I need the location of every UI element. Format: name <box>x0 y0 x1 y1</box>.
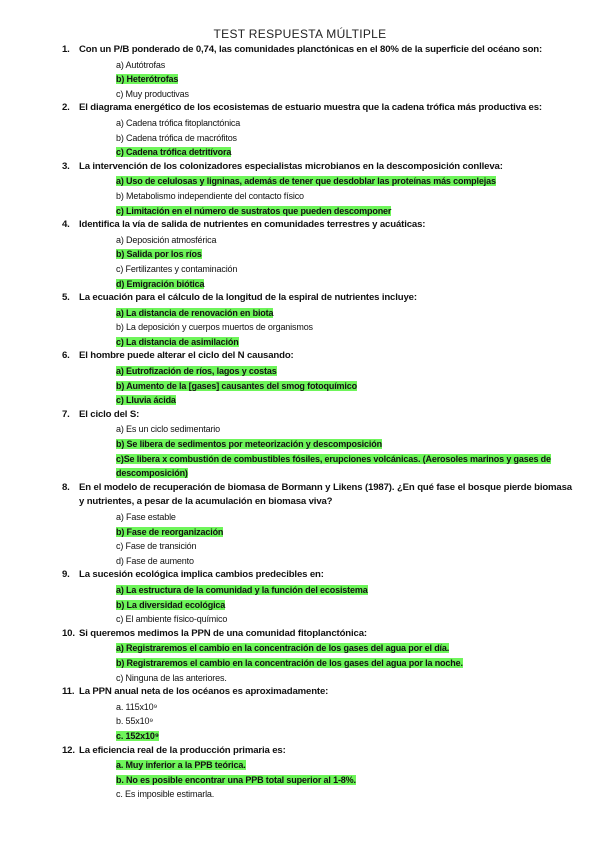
correct-option <box>116 379 572 394</box>
question-header <box>62 568 572 583</box>
option-label: a) Uso de celulosas y ligninas, además de tener que desdoblar las proteínas más complejas <box>116 176 496 187</box>
question-text: La ecuación para el cálculo de la longitud de la espiral de nutrientes incluye: <box>79 292 417 304</box>
option-label: c. 152x10⁹ <box>116 730 159 741</box>
question-text: Identifica la vía de salida de nutrientes en comunidades terrestres y acuáticas: <box>79 219 426 231</box>
option-label: c) Fase de transición <box>116 541 197 552</box>
option <box>116 233 572 248</box>
question-text: El hombre puede alterar el ciclo del N causando: <box>79 350 294 362</box>
correct-option <box>116 583 572 598</box>
question-header <box>62 481 572 510</box>
option-list <box>116 306 572 350</box>
option <box>116 189 572 204</box>
question-header <box>62 160 572 175</box>
option-label: b) Metabolismo independiente del contacto físico <box>116 190 304 201</box>
option-label: c) Limitación en el número de sustratos que pueden descomponer <box>116 205 392 216</box>
question-number: 7. <box>62 408 70 420</box>
option-label: b) Registraremos el cambio en la concentración de los gases del agua por la noche. <box>116 657 463 668</box>
option-label: a) Deposición atmosférica <box>116 234 217 245</box>
option-label: a) Fase estable <box>116 512 176 522</box>
question-10 <box>62 627 572 685</box>
option-list <box>116 758 572 802</box>
option-list <box>116 58 572 102</box>
question-header <box>62 101 572 116</box>
correct-option <box>116 729 572 744</box>
question-header <box>62 685 572 700</box>
question-number: 12. <box>62 744 75 756</box>
question-text: Con un P/B ponderado de 0,74, las comunidades planctónicas en el 80% de la superficie del océano son: <box>79 44 543 55</box>
option-label: b) Se libera de sedimentos por meteorización y descomposición <box>116 439 382 450</box>
question-header <box>62 744 572 759</box>
correct-option <box>116 247 572 262</box>
option-label: a. Muy inferior a la PPB teórica. <box>116 760 246 771</box>
question-text: Si queremos medimos la PPN de una comunidad fitoplanctónica: <box>79 627 367 639</box>
option <box>116 320 572 335</box>
correct-option <box>116 72 572 87</box>
option-list <box>116 700 572 744</box>
correct-option <box>116 174 572 189</box>
question-7 <box>62 408 572 481</box>
question-header <box>62 408 572 423</box>
option <box>116 131 572 146</box>
question-4 <box>62 218 572 291</box>
option-list <box>116 116 572 160</box>
option-label: a) La estructura de la comunidad y la función del ecosistema <box>116 584 368 595</box>
option-label: c) La distancia de asimilación <box>116 336 239 347</box>
option <box>116 87 572 102</box>
option-label: a) Autótrofas <box>116 59 166 70</box>
question-number: 4. <box>62 219 70 231</box>
option-list <box>116 174 572 218</box>
question-9 <box>62 568 572 626</box>
option-label: c) El ambiente físico-químico <box>116 614 228 625</box>
question-header <box>62 218 572 233</box>
question-text: El diagrama energético de los ecosistemas de estuario muestra que la cadena trófica más productiva es: <box>79 102 542 114</box>
option-label: b) Heterótrofas <box>116 74 179 85</box>
option-label: d) Emigración biótica <box>116 278 205 289</box>
option-label: b) La diversidad ecológica <box>116 599 226 610</box>
correct-option <box>116 335 572 350</box>
correct-option <box>116 773 572 788</box>
option-label: c)Se libera x combustión de combustibles fósiles, erupciones volcánicas. (Aerosoles marinos y gases de descomposición) <box>116 453 551 479</box>
option-label: b) Fase de reorganización <box>116 526 224 537</box>
option-label: a) Registraremos el cambio en la concentración de los gases del agua por el día. <box>116 643 450 654</box>
option <box>116 671 572 686</box>
option-label: b) La deposición y cuerpos muertos de organismos <box>116 322 313 333</box>
correct-option <box>116 758 572 773</box>
option-label: a) Es un ciclo sedimentario <box>116 424 220 435</box>
option-label: a) Eutrofización de ríos, lagos y costas <box>116 366 277 377</box>
question-number: 11. <box>62 686 75 698</box>
correct-option <box>116 277 572 292</box>
question-header <box>62 627 572 642</box>
option-label: c. Es imposible estimarla. <box>116 789 215 800</box>
option <box>116 262 572 277</box>
correct-option <box>116 656 572 671</box>
page-title: TEST RESPUESTA MÚLTIPLE <box>213 27 387 41</box>
question-text: La PPN anual neta de los océanos es aproximadamente: <box>79 686 329 698</box>
question-number: 3. <box>62 160 70 172</box>
question-8 <box>62 481 572 569</box>
correct-option <box>116 306 572 321</box>
option <box>116 58 572 73</box>
question-6 <box>62 349 572 407</box>
question-number: 6. <box>62 350 70 362</box>
option-label: c) Muy productivas <box>116 88 189 99</box>
correct-option <box>116 145 572 160</box>
question-12 <box>62 744 572 802</box>
question-3 <box>62 160 572 218</box>
option-label: c) Cadena trófica detritívora <box>116 147 232 158</box>
correct-option <box>116 393 572 408</box>
option-label: a) Cadena trófica fitoplanctónica <box>116 117 241 128</box>
correct-option <box>116 598 572 613</box>
correct-option <box>116 364 572 379</box>
question-text: La sucesión ecológica implica cambios predecibles en: <box>79 569 324 581</box>
question-11 <box>62 685 572 743</box>
question-number: 1. <box>62 44 70 55</box>
option-label: a) La distancia de renovación en biota <box>116 307 274 318</box>
option <box>116 554 572 569</box>
correct-option <box>116 204 572 219</box>
option-label: c) Ninguna de las anteriores. <box>116 672 227 683</box>
question-text: La intervención de los colonizadores especialistas microbianos en la descomposición conlleva: <box>79 160 503 172</box>
option-label: b) Aumento de la [gases] causantes del smog fotoquímico <box>116 380 357 391</box>
option-label: d) Fase de aumento <box>116 555 194 566</box>
option-list <box>116 422 572 480</box>
option-list <box>116 364 572 408</box>
correct-option <box>116 641 572 656</box>
option <box>116 700 572 715</box>
option-list <box>116 583 572 627</box>
question-2 <box>62 101 572 159</box>
correct-option <box>116 525 572 540</box>
option-label: a. 115x10⁹ <box>116 701 158 712</box>
question-number: 5. <box>62 292 70 304</box>
option <box>116 116 572 131</box>
option <box>116 714 572 729</box>
option-list <box>116 510 572 568</box>
question-1 <box>62 43 572 101</box>
option <box>116 787 572 802</box>
option <box>116 422 572 437</box>
question-number: 8. <box>62 481 70 493</box>
option <box>116 510 572 525</box>
question-list <box>62 43 572 802</box>
correct-option <box>116 437 572 452</box>
question-number: 10. <box>62 627 75 639</box>
correct-option <box>116 452 572 481</box>
option-label: b. 55x10⁹ <box>116 716 154 727</box>
option-label: b) Cadena trófica de macrófitos <box>116 132 237 143</box>
question-number: 9. <box>62 569 70 581</box>
question-text: En el modelo de recuperación de biomasa de Bormann y Likens (1987). ¿En qué fase el bosque pierde biomasa y nutrientes, a pesar de la acumulación en biomasa viva? <box>79 481 572 508</box>
option <box>116 612 572 627</box>
question-text: El ciclo del S: <box>79 408 140 420</box>
question-header <box>62 291 572 306</box>
question-header <box>62 349 572 364</box>
option-label: b. No es posible encontrar una PPB total superior al 1-8%. <box>116 774 356 785</box>
question-5 <box>62 291 572 349</box>
option-list <box>116 641 572 685</box>
option-label: b) Salida por los ríos <box>116 249 202 260</box>
question-number: 2. <box>62 102 70 114</box>
question-text: La eficiencia real de la producción primaria es: <box>79 744 286 756</box>
option-label: c) Fertilizantes y contaminación <box>116 263 238 274</box>
option-list <box>116 233 572 291</box>
option <box>116 539 572 554</box>
question-header <box>62 43 572 58</box>
option-label: c) Lluvia ácida <box>116 395 176 406</box>
